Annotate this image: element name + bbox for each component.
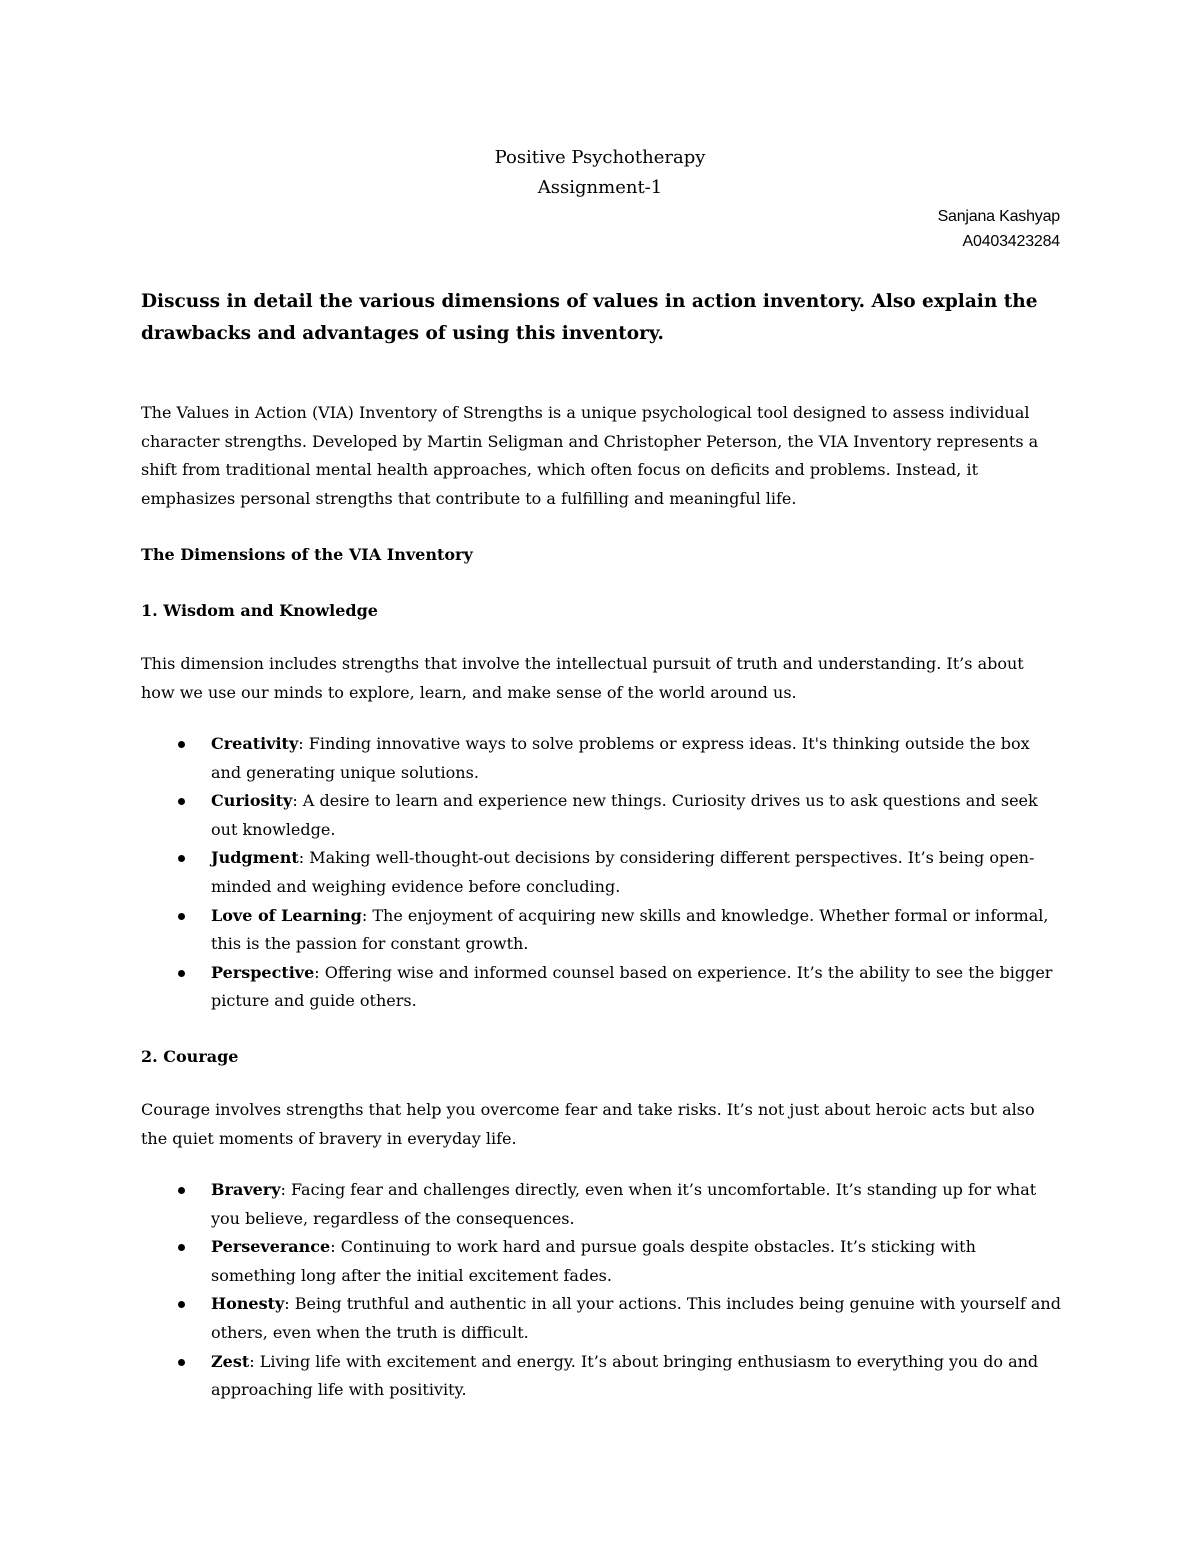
strength-term: Bravery — [211, 1180, 281, 1199]
strength-term: Perseverance — [211, 1237, 331, 1257]
section2-heading: 2. Courage — [141, 1047, 239, 1066]
bullet-icon — [178, 1187, 185, 1194]
section1-heading: 1. Wisdom and Knowledge — [141, 601, 378, 620]
strength-text: : A desire to learn and experience new things. Curiosity drives us to ask questions and seek out knowledge. — [211, 791, 1038, 839]
intro-paragraph: The Values in Action (VIA) Inventory of Strengths is a unique psychological tool designed to assess individual character strengths. Developed by Martin Seligman and Christopher Peterson, the VIA Inventory represents a shift from traditional mental health approaches, which often focus on deficits and problems. Instead, it emphasizes personal strengths that contribute to a fulfilling and meaningful life. — [141, 403, 1039, 508]
list-item — [211, 844, 1061, 901]
document-title: Positive Psychotherapy — [494, 147, 706, 168]
bullet-icon — [178, 970, 185, 977]
bullet-icon — [178, 798, 185, 805]
bullet-icon — [178, 913, 185, 920]
strength-term: Creativity — [211, 734, 299, 753]
list-item — [211, 787, 1061, 844]
strength-text: : Offering wise and informed counsel based on experience. It’s the ability to see the bigger picture and guide others. — [211, 962, 1053, 1011]
bullet-icon — [178, 1301, 185, 1308]
bullet-icon — [178, 855, 185, 862]
bullet-icon — [178, 741, 185, 748]
strength-text: : Continuing to work hard and pursue goals despite obstacles. It’s sticking with something long after the initial excitement fades. — [211, 1237, 976, 1285]
author-id: A0403423284 — [962, 233, 1060, 250]
strength-text: : Making well-thought-out decisions by considering different perspectives. It’s being open-minded and weighing evidence before concluding. — [211, 848, 1035, 896]
strength-text: : Living life with excitement and energy. It’s about bringing enthusiasm to everything you do and approaching life with positivity. — [211, 1351, 1039, 1400]
dimensions-heading: The Dimensions of the VIA Inventory — [141, 545, 473, 564]
strength-term: Honesty — [211, 1294, 285, 1314]
list-item — [211, 1348, 1061, 1405]
strength-term: Perspective — [211, 962, 315, 982]
section1-list — [211, 730, 1061, 1016]
strength-text: : The enjoyment of acquiring new skills and knowledge. Whether formal or informal, this is the passion for constant growth. — [211, 905, 1049, 954]
strength-text: : Being truthful and authentic in all your actions. This includes being genuine with yourself and others, even when the truth is difficult. — [211, 1294, 1061, 1342]
assignment-question: Discuss in detail the various dimensions of values in action inventory. Also explain the drawbacks and advantages of using this inventory. — [141, 291, 1038, 344]
strength-text: : Facing fear and challenges directly, even when it’s uncomfortable. It’s standing up for what you believe, regardless of the consequences. — [211, 1180, 1037, 1228]
list-item — [211, 1290, 1061, 1347]
strength-text: : Finding innovative ways to solve problems or express ideas. It's thinking outside the box and generating unique solutions. — [211, 734, 1030, 782]
strength-term: Love of Learning — [211, 905, 362, 925]
author-name: Sanjana Kashyap — [937, 208, 1060, 225]
strength-term: Curiosity — [211, 791, 293, 811]
list-item — [211, 902, 1061, 959]
strength-term: Judgment — [211, 848, 299, 868]
strength-term: Zest — [211, 1351, 250, 1371]
document-subtitle: Assignment-1 — [537, 177, 663, 198]
section2-description: Courage involves strengths that help you overcome fear and take risks. It’s not just about heroic acts but also the quiet moments of bravery in everyday life. — [141, 1100, 1035, 1148]
list-item — [211, 1176, 1061, 1233]
list-item — [211, 730, 1061, 787]
list-item — [211, 959, 1061, 1016]
list-item — [211, 1233, 1061, 1290]
section2-list — [211, 1176, 1061, 1405]
section1-description: This dimension includes strengths that involve the intellectual pursuit of truth and understanding. It’s about how we use our minds to explore, learn, and make sense of the world around us. — [141, 654, 1024, 702]
bullet-icon — [178, 1359, 185, 1366]
bullet-icon — [178, 1244, 185, 1251]
